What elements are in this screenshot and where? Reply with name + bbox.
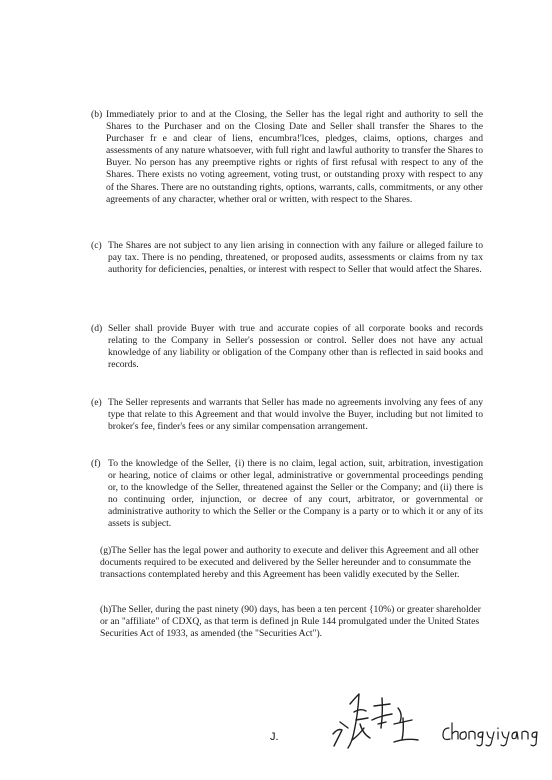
chinese-signature (328, 684, 424, 752)
clause-c-label: (c) (91, 240, 102, 251)
clause-c-text: The Shares are not subject to any lien arising in connection with any failure or alleged failure to pay tax. There is no pending, threatened, or proposed audits, assessments or claims from ny tax authority for deficiencies, penalties, or interest with respect to Seller that would atfect the Shares. (108, 240, 483, 276)
clause-d (91, 323, 483, 371)
clause-f (91, 458, 483, 531)
initial-mark: J. (270, 731, 279, 743)
clause-f-label: (f) (91, 458, 101, 469)
clause-b (91, 109, 483, 206)
clause-h-text: (h)The Seller, during the past ninety (90) days, has been a ten percent {10%) or greater shareholder or an "affiliate" of CDXQ, as that term is defined jn Rule 144 promulgated under the United States Securities Act of 1933, as amended (the "Securities Act"). (100, 604, 481, 640)
clause-e (91, 397, 483, 433)
clause-g-text: (g)The Seller has the legal power and authority to execute and deliver this Agreement and all other documents required to be executed and delivered by the Seller hereunder and to consummate the transactions contemplated hereby and this Agreement has been validly executed by the Seller. (100, 545, 479, 581)
clause-c (91, 240, 483, 276)
clause-b-text: Immediately prior to and at the Closing, the Seller has the legal right and authority to sell the Shares to the Purchaser and on the Closing Date and Seller shall transfer the Shares to the Purchaser fr e and clear of liens, encumbra!'lces, pledges, claims, options, charges and assessments of any nature whatsoever, with full right and lawful authority to transfer the Shares to Buyer. No person has any preemptive rights or rights of first refusal with respect to any of the Shares. There exists no voting agreement, voting trust, or outstanding proxy with respect to any of the Shares. There are no outstanding rights, options, warrants, calls, commitments, or any other agreements of any character, whether oral or written, with respect to the Shares. (106, 109, 483, 205)
clause-d-text: Seller shall provide Buyer with true and accurate copies of all corporate books and records relating to the Company in Seller's possession or control. Seller does not have any actual knowledge of any liability or obligation of the Company other than is reflected in said books and records. (108, 323, 483, 371)
clause-b-label: (b) (91, 109, 103, 120)
clause-d-label: (d) (91, 323, 103, 334)
latin-signature (440, 718, 544, 748)
clause-f-text: To the knowledge of the Seller, {i) there is no claim, legal action, suit, arbitration, investigation or hearing, notice of claims or other legal, administrative or governmental proceedings pending or, to the knowledge of the Seller, threatened against the Seller or the Company; and (ii) there is no continuing order, injunction, or decree of any court, arbitrator, or governmental or administrative authority to which the Seller or the Company is a party or to which it or any of its assets is subject. (108, 458, 483, 530)
clause-e-text: The Seller represents and warrants that Seller has made no agreements involving any fees of any type that relate to this Agreement and that would involve the Buyer, including but not limited to broker's fee, finder's fees or any similar compensation arrangement. (108, 397, 483, 433)
clause-e-label: (e) (91, 397, 102, 408)
